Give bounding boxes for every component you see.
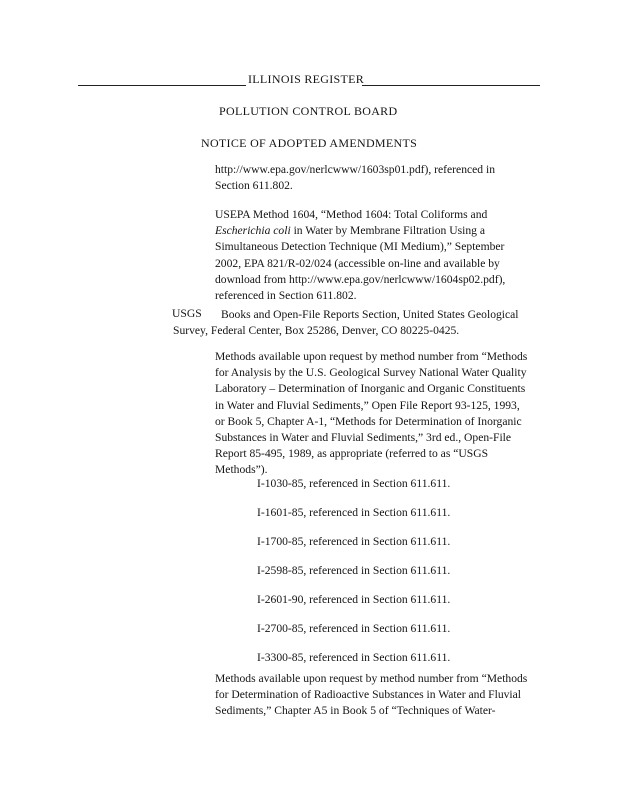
italic-organism-name: Escherichia coli bbox=[215, 224, 291, 238]
method-list-item: I-1601-85, referenced in Section 611.611. bbox=[257, 506, 451, 519]
reference-continuation bbox=[215, 162, 495, 194]
paragraph-line: Laboratory – Determination of Inorganic and Organic Constituents bbox=[215, 382, 526, 396]
paragraph-line: Books and Open-File Reports Section, United States Geological bbox=[221, 308, 519, 321]
usgs-address bbox=[173, 307, 519, 339]
paragraph-line: Survey, Federal Center, Box 25286, Denver, CO 80225-0425. bbox=[173, 324, 460, 338]
paragraph-line: Sediments,” Chapter A5 in Book 5 of “Techniques of Water- bbox=[215, 704, 496, 718]
board-title: POLLUTION CONTROL BOARD bbox=[219, 104, 398, 118]
method-list-item: I-2601-90, referenced in Section 611.611. bbox=[257, 593, 451, 606]
paragraph-line: download from http://www.epa.gov/nerlcwww/1604sp02.pdf), bbox=[215, 272, 506, 286]
usgs-label: USGS bbox=[172, 307, 202, 320]
method-list-item: I-2700-85, referenced in Section 611.611. bbox=[257, 622, 451, 635]
register-title: ILLINOIS REGISTER bbox=[248, 72, 365, 86]
paragraph-line: Simultaneous Detection Technique (MI Medium),” September bbox=[215, 240, 505, 254]
paragraph-line: Substances in Water and Fluvial Sediments,” 3rd ed., Open-File bbox=[215, 431, 512, 445]
paragraph-line-rest: in Water by Membrane Filtration Using a bbox=[290, 224, 485, 238]
usgs-methods-description bbox=[215, 349, 527, 479]
paragraph-line: for Analysis by the U.S. Geological Survey National Water Quality bbox=[215, 366, 527, 380]
paragraph-line: Methods available upon request by method number from “Methods bbox=[215, 350, 528, 363]
header-rule-right bbox=[362, 85, 540, 86]
paragraph-line: 2002, EPA 821/R-02/024 (accessible on-line and available by bbox=[215, 256, 500, 270]
method-list-item: I-1700-85, referenced in Section 611.611. bbox=[257, 535, 451, 548]
paragraph-line: Section 611.802. bbox=[215, 179, 293, 193]
header-rule-left bbox=[78, 85, 246, 86]
paragraph-line: in Water and Fluvial Sediments,” Open File Report 93-125, 1993, bbox=[215, 398, 520, 412]
paragraph-line: or Book 5, Chapter A-1, “Methods for Determination of Inorganic bbox=[215, 414, 522, 428]
method-list-item: I-1030-85, referenced in Section 611.611. bbox=[257, 477, 451, 490]
paragraph-line: Report 85-495, 1989, as appropriate (referred to as “USGS bbox=[215, 447, 489, 461]
method-list-item: I-2598-85, referenced in Section 611.611. bbox=[257, 564, 451, 577]
paragraph-line bbox=[215, 223, 505, 239]
paragraph-line: for Determination of Radioactive Substances in Water and Fluvial bbox=[215, 688, 522, 702]
paragraph-line: Methods”). bbox=[215, 463, 268, 477]
paragraph-line: http://www.epa.gov/nerlcwww/1603sp01.pdf), referenced in bbox=[215, 163, 495, 176]
notice-title: NOTICE OF ADOPTED AMENDMENTS bbox=[201, 136, 418, 150]
radioactive-methods-description bbox=[215, 671, 527, 720]
method-list-item: I-3300-85, referenced in Section 611.611. bbox=[257, 651, 451, 664]
usepa-method-1604-entry bbox=[215, 207, 505, 304]
paragraph-line: Methods available upon request by method number from “Methods bbox=[215, 672, 528, 685]
paragraph-line: referenced in Section 611.802. bbox=[215, 289, 357, 303]
paragraph-line: USEPA Method 1604, “Method 1604: Total Coliforms and bbox=[215, 208, 488, 221]
